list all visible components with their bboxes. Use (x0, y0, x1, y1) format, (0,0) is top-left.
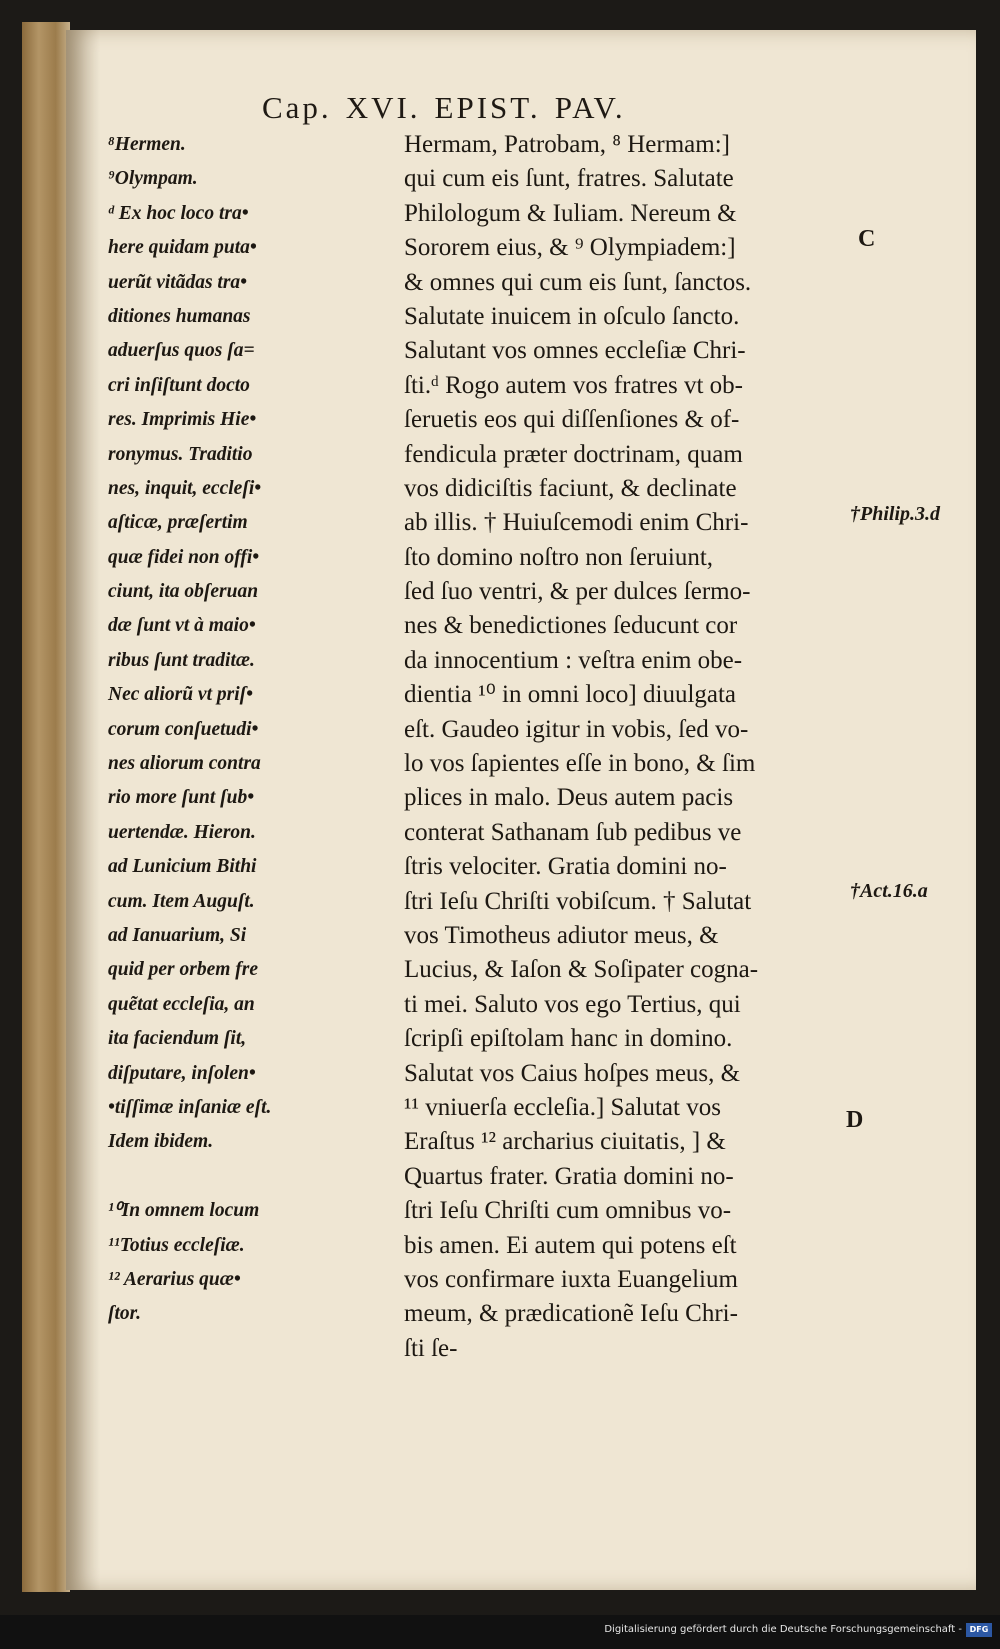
text-line: ſed ſuo ventri, & per dulces ſermo- (404, 578, 751, 606)
text-line: ab illis. † Huiuſcemodi enim Chri- (404, 509, 749, 537)
running-header (262, 90, 640, 126)
margin-note-line: ad Ianuarium, Si (108, 924, 247, 946)
text-line: ſtri Ieſu Chriſti vobiſcum. † Salutat (404, 887, 752, 915)
text-line: Salutant vos omnes eccleſiæ Chri- (404, 337, 746, 365)
margin-note-line: nes, inquit, eccleſi• (108, 477, 262, 499)
margin-note-line: ribus ſunt traditæ. (108, 649, 255, 671)
margin-ref-philippians: †Philip.3.d (850, 503, 941, 525)
margin-note-line: •tiſſimæ inſaniæ eſt. (108, 1096, 272, 1118)
margin-note-line: cum. Item Auguſt. (108, 890, 255, 912)
text-line: meum, & prædicationẽ Ieſu Chri- (404, 1300, 738, 1328)
margin-note-line: uerũt vitãdas tra• (108, 271, 248, 293)
text-line: eſt. Gaudeo igitur in vobis, ſed vo- (404, 715, 749, 743)
margin-note-line: ita faciendum ſit, (108, 1028, 247, 1050)
text-line: Salutat vos Caius hoſpes meus, & (404, 1059, 741, 1087)
margin-note-line (108, 1160, 398, 1194)
text-line: Philologum & Iuliam. Nereum & (404, 199, 737, 227)
margin-note-line: res. Imprimis Hie• (108, 409, 257, 431)
text-line: Salutate inuicem in oſculo ſancto. (404, 302, 740, 330)
margin-note-line: nes aliorum contra (108, 753, 261, 775)
footer-credit: Digitalisierung gefördert durch die Deutsche Forschungsgemeinschaft - (604, 1624, 962, 1635)
text-line: lo vos ſapientes eſſe in bono, & ſim (404, 750, 756, 778)
book-edge (22, 22, 70, 1592)
header-chapter: Cap. (262, 90, 332, 125)
margin-note-line: ciunt, ita obſeruan (108, 581, 259, 603)
margin-note-line: quẽtat eccleſia, an (108, 993, 255, 1015)
text-line: nes & benedictiones ſeducunt cor (404, 612, 738, 640)
margin-note-line: ¹¹Totius eccleſiæ. (108, 1234, 245, 1256)
margin-ref-acts: †Act.16.a (850, 880, 928, 902)
margin-note-line: quid per orbem fre (108, 959, 259, 981)
text-line: ſto domino noſtro non ſeruiunt, (404, 543, 714, 571)
margin-note-line: cri inſiſtunt docto (108, 374, 250, 396)
left-margin-notes (108, 128, 398, 1332)
text-line: vos didiciſtis faciunt, & declinate (404, 474, 737, 502)
dfg-logo: DFG (966, 1623, 992, 1637)
text-line: ſcripſi epiſtolam hanc in domino. (404, 1025, 733, 1053)
header-number: XVI. (345, 90, 421, 125)
text-line: plices in malo. Deus autem pacis (404, 784, 734, 812)
margin-note-line: Idem ibidem. (108, 1131, 214, 1153)
text-line: bis amen. Ei autem qui potens eſt (404, 1231, 737, 1259)
text-line: Sororem eius, & ⁹ Olympiadem:] (404, 234, 736, 262)
margin-note-line: quæ fidei non offi• (108, 546, 260, 568)
text-line: conterat Sathanam ſub pedibus ve (404, 818, 742, 846)
text-line: qui cum eis ſunt, fratres. Salutate (404, 165, 734, 193)
margin-note-line: ᵈ Ex hoc loco tra• (108, 202, 249, 224)
margin-note-line: ad Lunicium Bithi (108, 856, 257, 878)
text-line: & omnes qui cum eis ſunt, ſanctos. (404, 268, 752, 296)
margin-note-line: dæ ſunt vt à maio• (108, 615, 256, 637)
margin-note-line: rio more ſunt ſub• (108, 787, 255, 809)
text-line: ſtri Ieſu Chriſti cum omnibus vo- (404, 1197, 732, 1225)
text-line: vos confirmare iuxta Euangelium (404, 1265, 738, 1293)
main-text-column (404, 128, 844, 1366)
text-line: fendicula præter doctrinam, quam (404, 440, 743, 468)
margin-note-line: ¹⁰In omnem locum (108, 1200, 260, 1222)
text-line: da innocentium : veſtra enim obe- (404, 646, 743, 674)
text-line: ſtris velociter. Gratia domini no- (404, 853, 727, 881)
margin-note-line: ⁹Olympam. (108, 168, 198, 190)
header-epist: EPIST. (434, 90, 541, 125)
margin-note-line: here quidam puta• (108, 237, 257, 259)
text-line: ſti ſe- (404, 1334, 458, 1362)
text-line: Lucius, & Iaſon & Soſipater cogna- (404, 956, 759, 984)
text-line: Quartus frater. Gratia domini no- (404, 1162, 734, 1190)
text-line: ſeruetis eos qui diſſenſiones & of- (404, 406, 740, 434)
margin-note-line: diſputare, inſolen• (108, 1062, 256, 1084)
margin-note-line: ſtor. (108, 1303, 142, 1325)
text-line: ¹¹ vniuerſa eccleſia.] Salutat vos (404, 1093, 721, 1121)
margin-note-line: ¹² Aerarius quæ• (108, 1268, 241, 1290)
margin-letter-c: C (858, 226, 876, 252)
text-line: ti mei. Saluto vos ego Tertius, qui (404, 990, 741, 1018)
text-line: dientia ¹⁰ in omni loco] diuulgata (404, 681, 737, 709)
margin-note-line: ditiones humanas (108, 305, 251, 327)
margin-letter-d: D (846, 1107, 864, 1133)
margin-note-line: corum conſuetudi• (108, 718, 259, 740)
text-line: vos Timotheus adiutor meus, & (404, 921, 719, 949)
margin-note-line: uertendæ. Hieron. (108, 821, 256, 843)
text-line: Hermam, Patrobam, ⁸ Hermam:] (404, 131, 730, 158)
header-pau: PAV. (554, 90, 626, 125)
margin-note-line: ronymus. Traditio (108, 443, 253, 465)
margin-note-line: ⁸Hermen. (108, 134, 186, 155)
margin-note-line: aſticæ, præſertim (108, 512, 248, 534)
spine-shadow (66, 30, 100, 1590)
margin-note-line: aduerſus quos ſa= (108, 340, 255, 362)
margin-note-line: Nec aliorũ vt priſ• (108, 684, 253, 706)
text-line: ſti.ᵈ Rogo autem vos fratres vt ob- (404, 371, 743, 399)
text-line: Eraſtus ¹² archarius ciuitatis, ] & (404, 1128, 726, 1156)
